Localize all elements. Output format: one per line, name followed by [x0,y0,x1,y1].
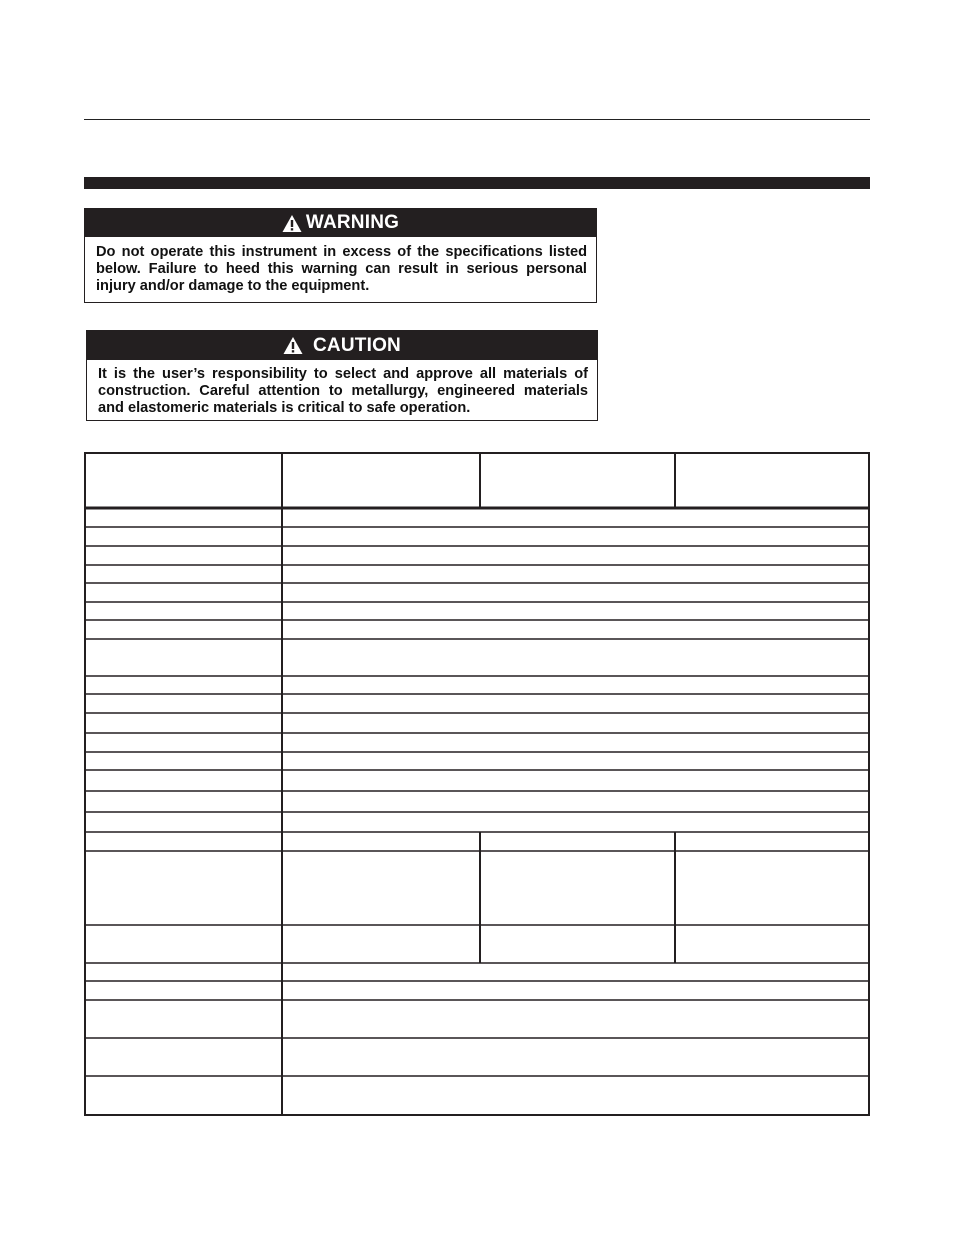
caution-triangle-icon [283,336,303,355]
warning-header [85,209,596,237]
specifications-table [84,452,870,1116]
section-title-bar [84,177,870,189]
header-rule [84,119,870,120]
warning-text: Do not operate this instrument in excess of the specifications listed below. Failure to heed this warning can result in serious personal injury and/or damage to the equipment. [96,244,587,294]
warning-title: WARNING [305,212,400,233]
caution-box [86,330,598,421]
warning-triangle-icon [282,214,302,233]
specifications-table-grid [84,452,870,1116]
warning-box [84,208,597,303]
caution-header [87,331,597,360]
caution-text: It is the user’s responsibility to select and approve all materials of construction. Careful attention to metallurgy, engineered materials and elastomeric materials is critical to safe operation. [98,366,588,416]
caution-title: CAUTION [313,334,401,356]
